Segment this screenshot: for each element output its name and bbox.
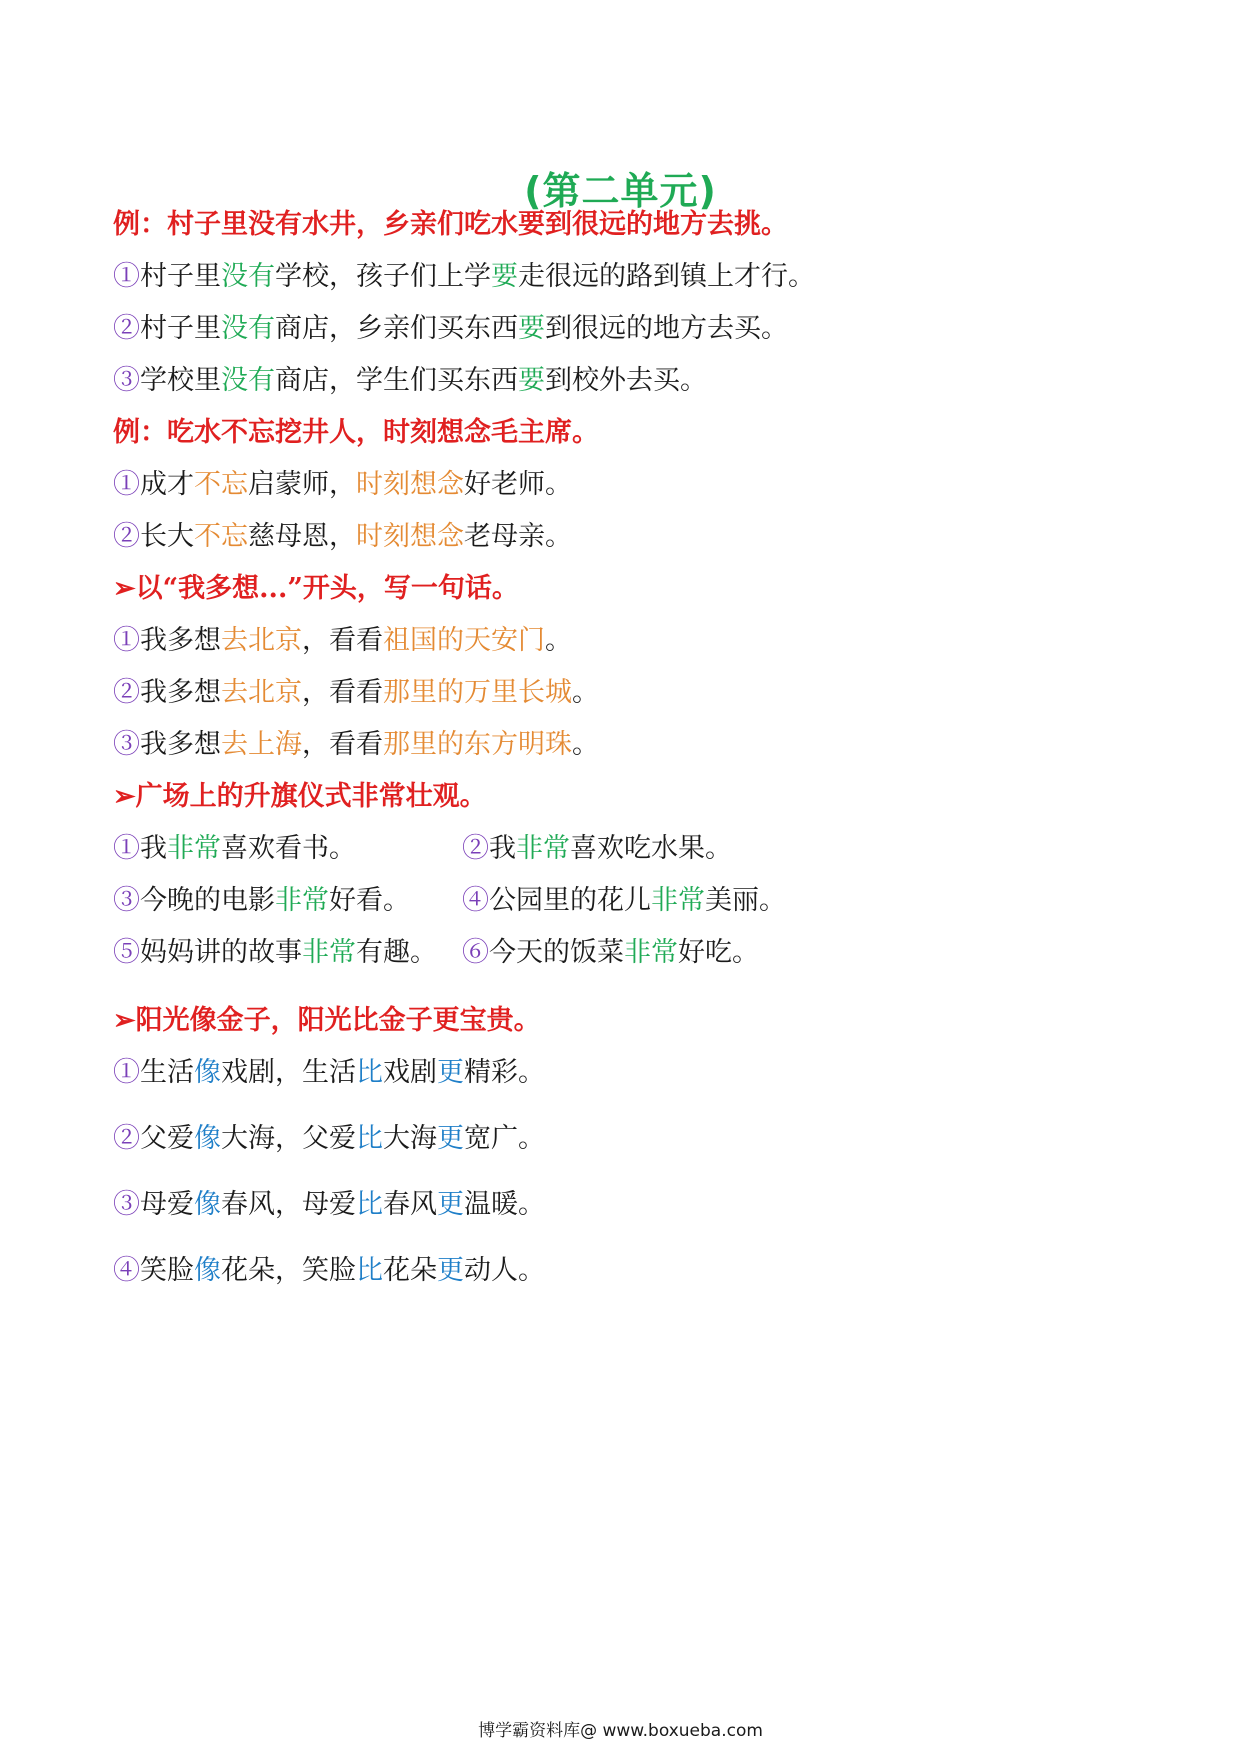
section-heading [113, 571, 519, 607]
keyword: 非常 [275, 885, 329, 916]
item-text: 美丽。 [705, 885, 786, 916]
keyword: 不忘 [194, 469, 248, 500]
item-text: 生活 [140, 1057, 194, 1088]
item-text: 动人。 [464, 1255, 545, 1286]
item-number: ⑤ [113, 937, 140, 968]
item-text: 大海，父爱 [221, 1123, 356, 1154]
list-item [113, 363, 707, 399]
item-text: 慈母恩， [248, 521, 356, 552]
arrow-icon: ➢ [113, 781, 136, 812]
list-item [113, 1055, 545, 1091]
item-text: 宽广。 [464, 1123, 545, 1154]
item-text: 温暖。 [464, 1189, 545, 1220]
item-number: ② [113, 521, 140, 552]
list-item [113, 883, 410, 919]
item-text: 我多想 [140, 625, 221, 656]
item-text: 我多想 [140, 729, 221, 760]
item-number: ③ [113, 729, 140, 760]
item-text: 到很远的地方去买。 [545, 313, 788, 344]
keyword: 时刻想念 [356, 469, 464, 500]
item-text: 戏剧 [383, 1057, 437, 1088]
keyword: 像 [194, 1189, 221, 1220]
keyword: 去上海 [221, 729, 302, 760]
item-text: 喜欢看书。 [221, 833, 356, 864]
list-item [113, 675, 599, 711]
list-item [113, 311, 788, 347]
footer-watermark: 博学霸资料库@ www.boxueba.com [478, 1721, 763, 1741]
item-text: 戏剧，生活 [221, 1057, 356, 1088]
keyword: 非常 [624, 937, 678, 968]
keyword: 要 [518, 313, 545, 344]
list-item [462, 831, 732, 867]
item-number: ① [113, 625, 140, 656]
keyword: 非常 [302, 937, 356, 968]
list-item [113, 1121, 545, 1157]
item-text: 学校，孩子们上学 [275, 261, 491, 292]
keyword: 比 [356, 1057, 383, 1088]
keyword: 像 [194, 1057, 221, 1088]
item-number: ③ [113, 365, 140, 396]
item-number: ④ [462, 885, 489, 916]
item-number: ④ [113, 1255, 140, 1286]
keyword: 更 [437, 1189, 464, 1220]
keyword: 非常 [651, 885, 705, 916]
item-text: 喜欢吃水果。 [570, 833, 732, 864]
section-heading [113, 1003, 541, 1039]
item-text: 商店，学生们买东西 [275, 365, 518, 396]
keyword: 没有 [221, 365, 275, 396]
keyword: 时刻想念 [356, 521, 464, 552]
item-text: 今天的饭菜 [489, 937, 624, 968]
item-number: ② [113, 677, 140, 708]
item-text: ，看看 [302, 625, 383, 656]
item-text: ，看看 [302, 677, 383, 708]
keyword: 不忘 [194, 521, 248, 552]
keyword: 要 [518, 365, 545, 396]
list-item [113, 623, 572, 659]
keyword: 更 [437, 1255, 464, 1286]
keyword: 更 [437, 1057, 464, 1088]
item-number: ② [113, 313, 140, 344]
list-item [113, 935, 437, 971]
list-item [113, 1253, 545, 1289]
item-text: 我 [140, 833, 167, 864]
item-text: 启蒙师， [248, 469, 356, 500]
item-number: ③ [113, 885, 140, 916]
example-sentence-1: 例：村子里没有水井，乡亲们吃水要到很远的地方去挑。 [113, 209, 788, 240]
item-text: 长大 [140, 521, 194, 552]
item-text: 我 [489, 833, 516, 864]
page-title: (第二单元) [524, 169, 717, 213]
keyword: 比 [356, 1255, 383, 1286]
keyword: 没有 [221, 313, 275, 344]
keyword: 要 [491, 261, 518, 292]
arrow-icon: ➢ [113, 573, 136, 604]
list-item [462, 883, 786, 919]
item-text: 好老师。 [464, 469, 572, 500]
item-text: 花朵 [383, 1255, 437, 1286]
list-item [113, 259, 815, 295]
item-text: 精彩。 [464, 1057, 545, 1088]
heading-text: 阳光像金子，阳光比金子更宝贵。 [135, 1005, 541, 1036]
item-text: 好吃。 [678, 937, 759, 968]
item-text: 笑脸 [140, 1255, 194, 1286]
item-text: 走很远的路到镇上才行。 [518, 261, 815, 292]
item-number: ① [113, 469, 140, 500]
item-text: ，看看 [302, 729, 383, 760]
item-text: 。 [545, 625, 572, 656]
keyword: 去北京 [221, 677, 302, 708]
section-heading [113, 779, 487, 815]
item-text: 到校外去买。 [545, 365, 707, 396]
item-text: 村子里 [140, 261, 221, 292]
example-sentence-2: 例：吃水不忘挖井人，时刻想念毛主席。 [113, 417, 599, 448]
item-number: ⑥ [462, 937, 489, 968]
keyword: 像 [194, 1123, 221, 1154]
item-text: 我多想 [140, 677, 221, 708]
keyword: 像 [194, 1255, 221, 1286]
list-item [113, 519, 572, 555]
list-item [113, 727, 599, 763]
item-number: ① [113, 261, 140, 292]
list-item [462, 935, 759, 971]
item-number: ③ [113, 1189, 140, 1220]
list-item [113, 467, 572, 503]
list-item [113, 831, 356, 867]
item-number: ① [113, 833, 140, 864]
item-number: ② [462, 833, 489, 864]
item-text: 妈妈讲的故事 [140, 937, 302, 968]
list-item [113, 1187, 545, 1223]
item-text: 春风 [383, 1189, 437, 1220]
keyword: 祖国的天安门 [383, 625, 545, 656]
item-number: ① [113, 1057, 140, 1088]
item-text: 大海 [383, 1123, 437, 1154]
item-text: 老母亲。 [464, 521, 572, 552]
keyword: 非常 [516, 833, 570, 864]
arrow-icon: ➢ [113, 1005, 136, 1036]
item-text: 母爱 [140, 1189, 194, 1220]
item-text: 好看。 [329, 885, 410, 916]
item-text: 商店，乡亲们买东西 [275, 313, 518, 344]
keyword: 去北京 [221, 625, 302, 656]
item-text: 今晚的电影 [140, 885, 275, 916]
keyword: 比 [356, 1123, 383, 1154]
item-text: 父爱 [140, 1123, 194, 1154]
item-text: 春风，母爱 [221, 1189, 356, 1220]
item-text: 学校里 [140, 365, 221, 396]
item-text: 成才 [140, 469, 194, 500]
item-text: 。 [572, 677, 599, 708]
keyword: 那里的万里长城 [383, 677, 572, 708]
heading-text: 广场上的升旗仪式非常壮观。 [135, 781, 487, 812]
heading-text: 以“我多想...”开头，写一句话。 [135, 573, 519, 604]
keyword: 非常 [167, 833, 221, 864]
keyword: 更 [437, 1123, 464, 1154]
item-number: ② [113, 1123, 140, 1154]
keyword: 比 [356, 1189, 383, 1220]
item-text: 。 [572, 729, 599, 760]
item-text: 有趣。 [356, 937, 437, 968]
item-text: 村子里 [140, 313, 221, 344]
keyword: 没有 [221, 261, 275, 292]
item-text: 公园里的花儿 [489, 885, 651, 916]
item-text: 花朵，笑脸 [221, 1255, 356, 1286]
keyword: 那里的东方明珠 [383, 729, 572, 760]
